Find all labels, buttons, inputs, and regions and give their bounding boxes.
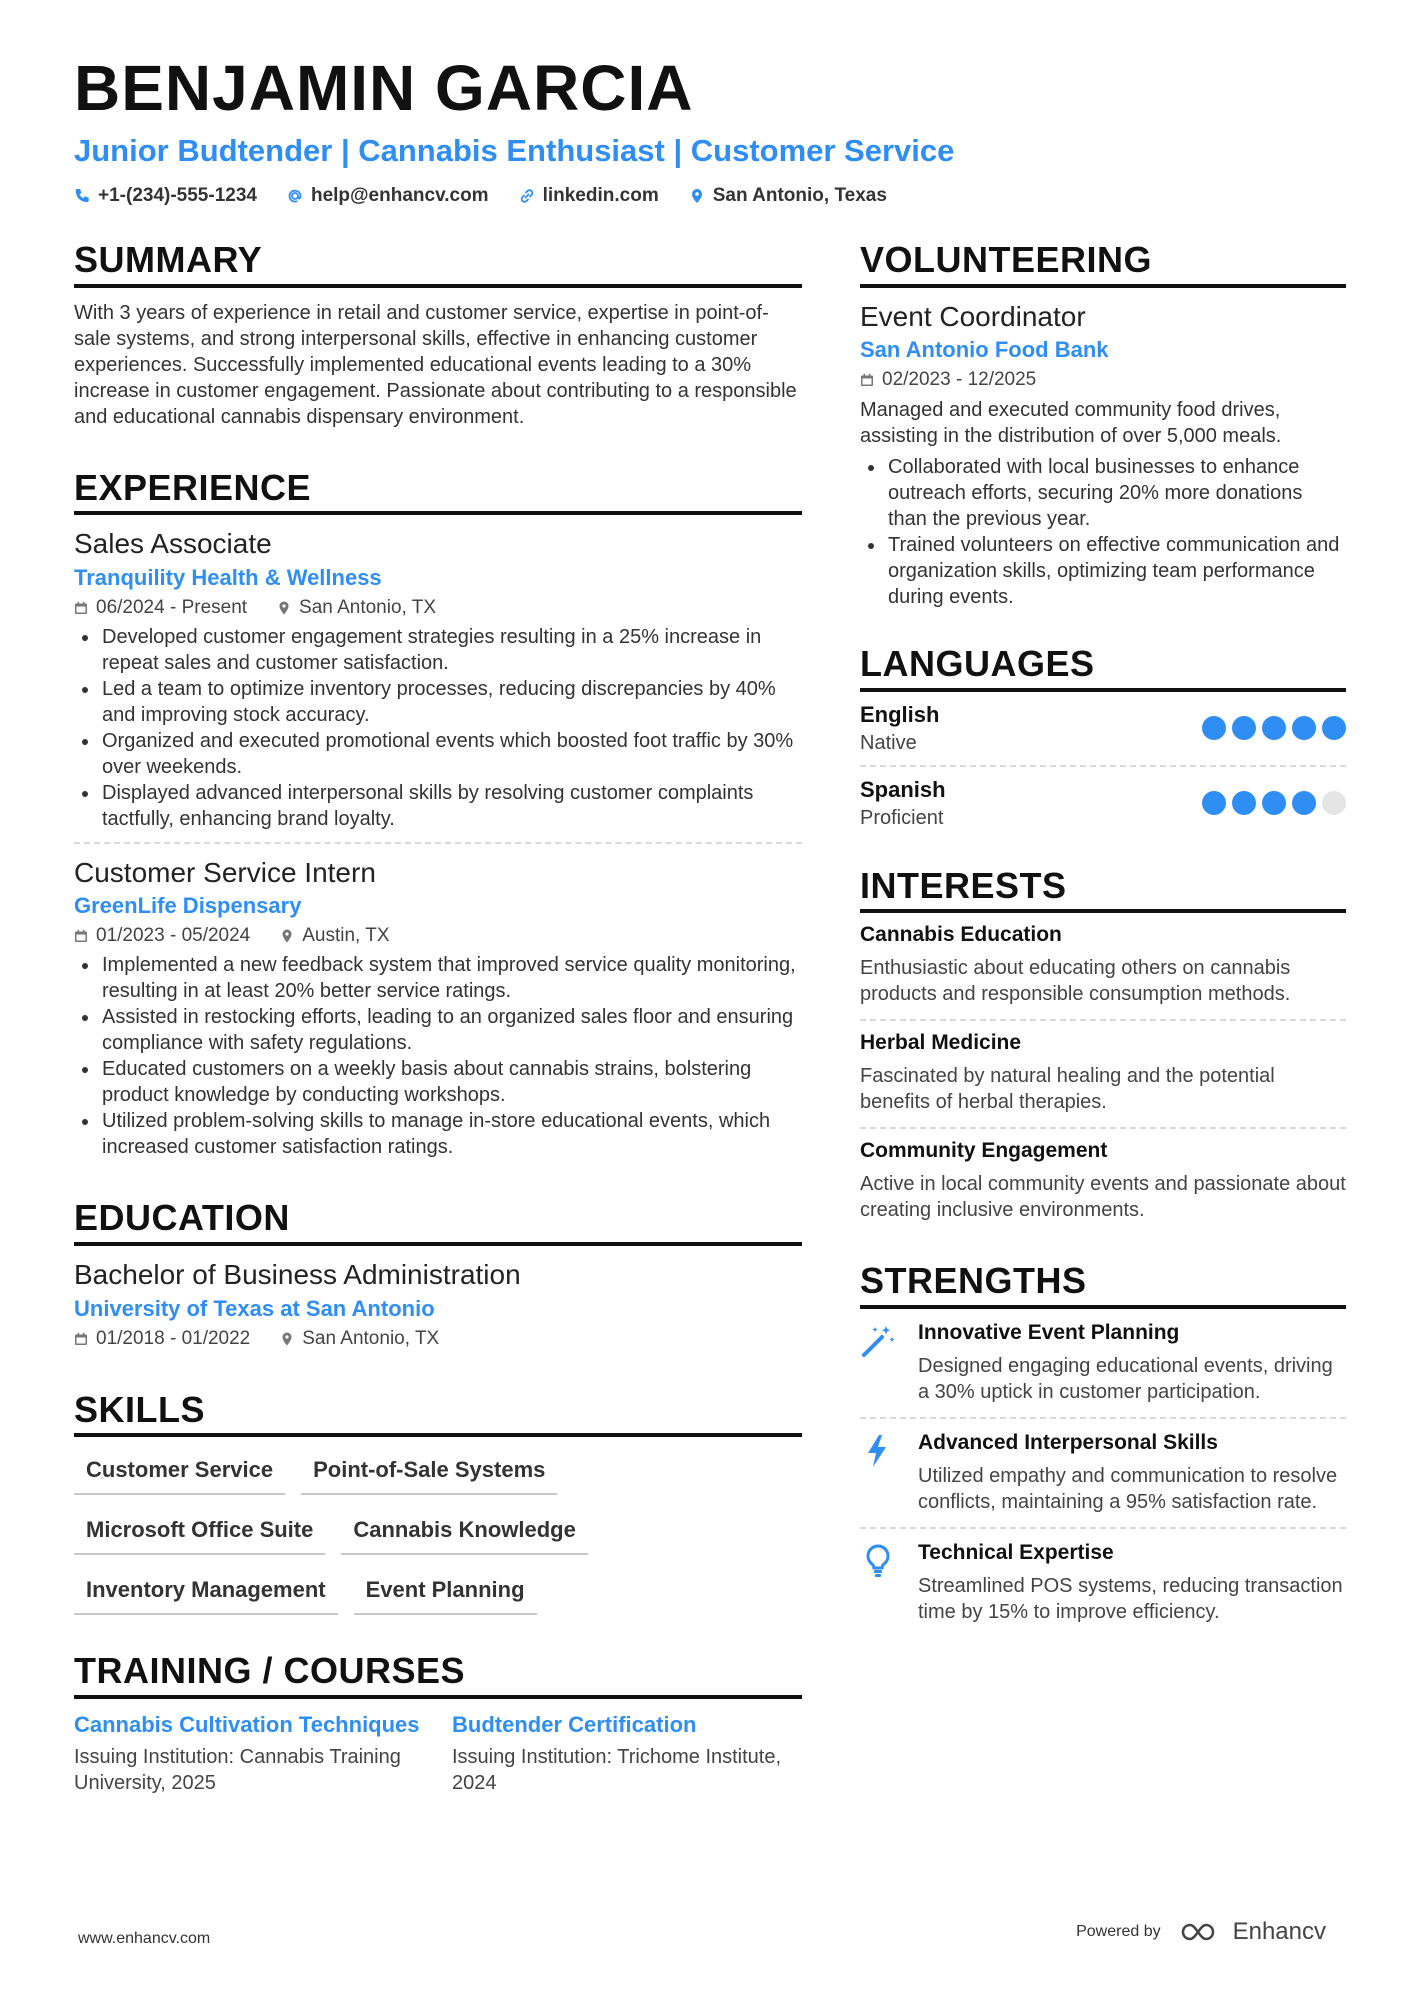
language-name: English: [860, 701, 940, 727]
strength-item: [860, 1417, 1346, 1527]
language-level: Native: [860, 731, 917, 754]
dates-text: 06/2024 - Present: [96, 596, 248, 618]
education-location: [280, 1328, 439, 1350]
strength-desc: Utilized empathy and communication to resolve conflicts, maintaining a 95% satisfaction rate.: [918, 1464, 1338, 1513]
dates-text: 02/2023 - 12/2025: [882, 369, 1037, 391]
contact-text: help@enhancv.com: [310, 185, 489, 206]
strength-icon-wrap: [860, 1541, 900, 1625]
volunteer-dates: [860, 369, 1036, 391]
rating-dot-filled: [1292, 716, 1316, 740]
strength-desc: Streamlined POS systems, reducing transaction time by 15% to improve efficiency.: [918, 1574, 1343, 1623]
rating-dot-filled: [1292, 791, 1316, 815]
calendar-icon: [74, 929, 88, 943]
section-title: INTERESTS: [860, 866, 1346, 914]
bullet: Assisted in restocking efforts, leading to an organized sales floor and ensuring compliance with safety regulations.: [74, 1004, 802, 1056]
language-item: [860, 765, 1346, 840]
course-title: Cannabis Cultivation Techniques: [74, 1711, 420, 1737]
language-level: Proficient: [860, 806, 944, 829]
section-title: SUMMARY: [74, 240, 802, 288]
left-column: [74, 240, 802, 1796]
section-title: EXPERIENCE: [74, 468, 802, 516]
course-desc: Issuing Institution: Trichome Institute, 2024: [452, 1745, 782, 1794]
contact-text: +1-(234)-555-1234: [98, 185, 257, 206]
strength-icon-wrap: [860, 1431, 900, 1515]
calendar-icon: [74, 601, 88, 615]
course-item: [74, 1711, 424, 1796]
at-icon: [287, 188, 303, 204]
interest-title: Community Engagement: [860, 1139, 1108, 1163]
training-section: [74, 1651, 802, 1796]
interest-desc: Enthusiastic about educating others on cannabis products and responsible consumption methods.: [860, 957, 1291, 1006]
company-name: Tranquility Health & Wellness: [74, 564, 382, 590]
footer-branding: [1076, 1918, 1326, 1946]
contact-email[interactable]: [287, 185, 489, 207]
education-dates: [74, 1328, 250, 1350]
interest-desc: Fascinated by natural healing and the potential benefits of herbal therapies.: [860, 1065, 1275, 1114]
education-section: [74, 1198, 802, 1359]
bullet: Utilized problem-solving skills to manage in-store educational events, which increased customer satisfaction ratings.: [74, 1108, 802, 1160]
languages-section: [860, 644, 1346, 840]
lightning-icon: [860, 1433, 896, 1469]
interest-desc: Active in local community events and passionate about creating inclusive environments.: [860, 1173, 1346, 1222]
location-icon: [277, 601, 291, 615]
strengths-section: [860, 1261, 1346, 1637]
rating-dot-filled: [1322, 716, 1346, 740]
strength-desc: Designed engaging educational events, driving a 30% uptick in customer participation.: [918, 1354, 1333, 1403]
headline: Junior Budtender | Cannabis Enthusiast | Customer Service: [74, 133, 955, 168]
volunteering-section: [860, 240, 1346, 620]
section-title: EDUCATION: [74, 1198, 802, 1246]
section-title: TRAINING / COURSES: [74, 1651, 802, 1699]
location-text: San Antonio, TX: [302, 1327, 440, 1349]
interest-title: Cannabis Education: [860, 923, 1062, 947]
location-text: Austin, TX: [302, 925, 390, 947]
calendar-icon: [74, 1332, 88, 1346]
contact-text: linkedin.com: [542, 185, 659, 206]
rating-dot-filled: [1262, 791, 1286, 815]
magic-wand-icon: [860, 1323, 896, 1359]
brand-name: Enhancv: [1232, 1918, 1326, 1945]
bullet: Implemented a new feedback system that improved service quality monitoring, resulting in at least 20% better service ratings.: [74, 952, 802, 1004]
rating-dot-filled: [1232, 791, 1256, 815]
powered-by-label: Powered by: [1076, 1923, 1161, 1940]
skills-list: [74, 1451, 802, 1615]
school-name: University of Texas at San Antonio: [74, 1295, 435, 1321]
skill-tag: Point-of-Sale Systems: [301, 1451, 557, 1495]
strength-icon-wrap: [860, 1321, 900, 1405]
skill-tag: Inventory Management: [74, 1571, 338, 1615]
strength-item: [860, 1527, 1346, 1637]
section-title: LANGUAGES: [860, 644, 1346, 692]
interest-item: [860, 1019, 1346, 1127]
bullet: Collaborated with local businesses to enhance outreach efforts, securing 20% more donations than the previous year.: [860, 454, 1346, 532]
job-dates: [74, 925, 250, 947]
bullet: Organized and executed promotional events which boosted foot traffic by 30% over weekends.: [74, 728, 802, 780]
section-title: VOLUNTEERING: [860, 240, 1346, 288]
volunteer-meta: [860, 369, 1346, 391]
job-bullets: [74, 952, 802, 1160]
contact-linkedin[interactable]: [519, 185, 659, 207]
dates-text: 01/2018 - 01/2022: [96, 1327, 251, 1349]
language-rating: [1202, 716, 1346, 740]
bullet: Trained volunteers on effective communication and organization skills, optimizing team performance during events.: [860, 532, 1346, 610]
education-entry: [74, 1246, 802, 1360]
volunteer-summary: Managed and executed community food drives, assisting in the distribution of over 5,000 meals.: [860, 399, 1282, 448]
bullet: Displayed advanced interpersonal skills by resolving customer complaints tactfully, enhancing brand loyalty.: [74, 780, 802, 832]
link-icon: [519, 188, 535, 204]
volunteering-entry: [860, 288, 1346, 621]
contact-phone[interactable]: [74, 185, 257, 207]
summary-section: [74, 240, 802, 430]
skills-section: [74, 1390, 802, 1616]
volunteer-role: Event Coordinator: [860, 300, 1086, 332]
language-item: [860, 692, 1346, 765]
interests-section: [860, 866, 1346, 1236]
enhancv-logo-icon: [1179, 1920, 1225, 1944]
contact-text: San Antonio, Texas: [712, 185, 887, 206]
contact-location: [689, 185, 887, 207]
interest-item: [860, 1127, 1346, 1235]
rating-dot-filled: [1202, 716, 1226, 740]
strength-title: Technical Expertise: [918, 1540, 1114, 1564]
candidate-name: BENJAMIN GARCIA: [74, 52, 694, 124]
volunteer-org: San Antonio Food Bank: [860, 337, 1109, 363]
dates-text: 01/2023 - 05/2024: [96, 925, 251, 947]
rating-dot-filled: [1262, 716, 1286, 740]
job-dates: [74, 597, 247, 619]
strength-title: Innovative Event Planning: [918, 1320, 1180, 1344]
job-title: Sales Associate: [74, 528, 272, 560]
bullet: Educated customers on a weekly basis about cannabis strains, bolstering product knowledge by conducting workshops.: [74, 1056, 802, 1108]
strength-item: [860, 1309, 1346, 1417]
brand-logo[interactable]: [1179, 1918, 1326, 1946]
footer-website[interactable]: www.enhancv.com: [78, 1930, 211, 1947]
phone-icon: [74, 188, 90, 204]
right-column: [860, 240, 1346, 1637]
section-title: STRENGTHS: [860, 1261, 1346, 1309]
location-icon: [280, 929, 294, 943]
interest-item: [860, 913, 1346, 1019]
location-text: San Antonio, TX: [299, 596, 437, 618]
job-title: Customer Service Intern: [74, 856, 376, 888]
lightbulb-icon: [860, 1543, 896, 1579]
language-name: Spanish: [860, 776, 946, 802]
bullet: Led a team to optimize inventory processes, reducing discrepancies by 40% and improving stock accuracy.: [74, 676, 802, 728]
course-desc: Issuing Institution: Cannabis Training University, 2025: [74, 1745, 401, 1794]
course-item: [452, 1711, 802, 1796]
language-rating: [1202, 791, 1346, 815]
rating-dot-filled: [1202, 791, 1226, 815]
course-title: Budtender Certification: [452, 1711, 697, 1737]
location-icon: [280, 1332, 294, 1346]
experience-entry: [74, 515, 802, 842]
training-list: [74, 1711, 802, 1796]
job-location: [277, 597, 436, 619]
education-meta: [74, 1328, 802, 1350]
calendar-icon: [860, 373, 874, 387]
skill-tag: Microsoft Office Suite: [74, 1511, 325, 1555]
strength-title: Advanced Interpersonal Skills: [918, 1430, 1218, 1454]
skill-tag: Customer Service: [74, 1451, 285, 1495]
skill-tag: Cannabis Knowledge: [341, 1511, 587, 1555]
experience-section: [74, 468, 802, 1171]
skill-tag: Event Planning: [354, 1571, 537, 1615]
interest-title: Herbal Medicine: [860, 1031, 1022, 1055]
section-title: SKILLS: [74, 1390, 802, 1438]
experience-entry: [74, 842, 802, 1171]
job-location: [280, 925, 389, 947]
degree: Bachelor of Business Administration: [74, 1258, 521, 1290]
bullet: Developed customer engagement strategies resulting in a 25% increase in repeat sales and customer satisfaction.: [74, 624, 802, 676]
job-bullets: [74, 624, 802, 832]
volunteer-bullets: [860, 454, 1346, 610]
contact-bar: [74, 185, 887, 207]
company-name: GreenLife Dispensary: [74, 893, 302, 919]
rating-dot-empty: [1322, 791, 1346, 815]
location-icon: [689, 188, 705, 204]
rating-dot-filled: [1232, 716, 1256, 740]
job-meta: [74, 597, 802, 619]
job-meta: [74, 925, 802, 947]
summary-text: With 3 years of experience in retail and customer service, expertise in point-of-sale systems, and strong interpersonal skills, effective in enhancing customer experiences. Successfully implemented educational events leading to a 30% increase in customer engagement. Passionate about contributing to a responsible and educational cannabis dispensary environment.: [74, 301, 797, 428]
